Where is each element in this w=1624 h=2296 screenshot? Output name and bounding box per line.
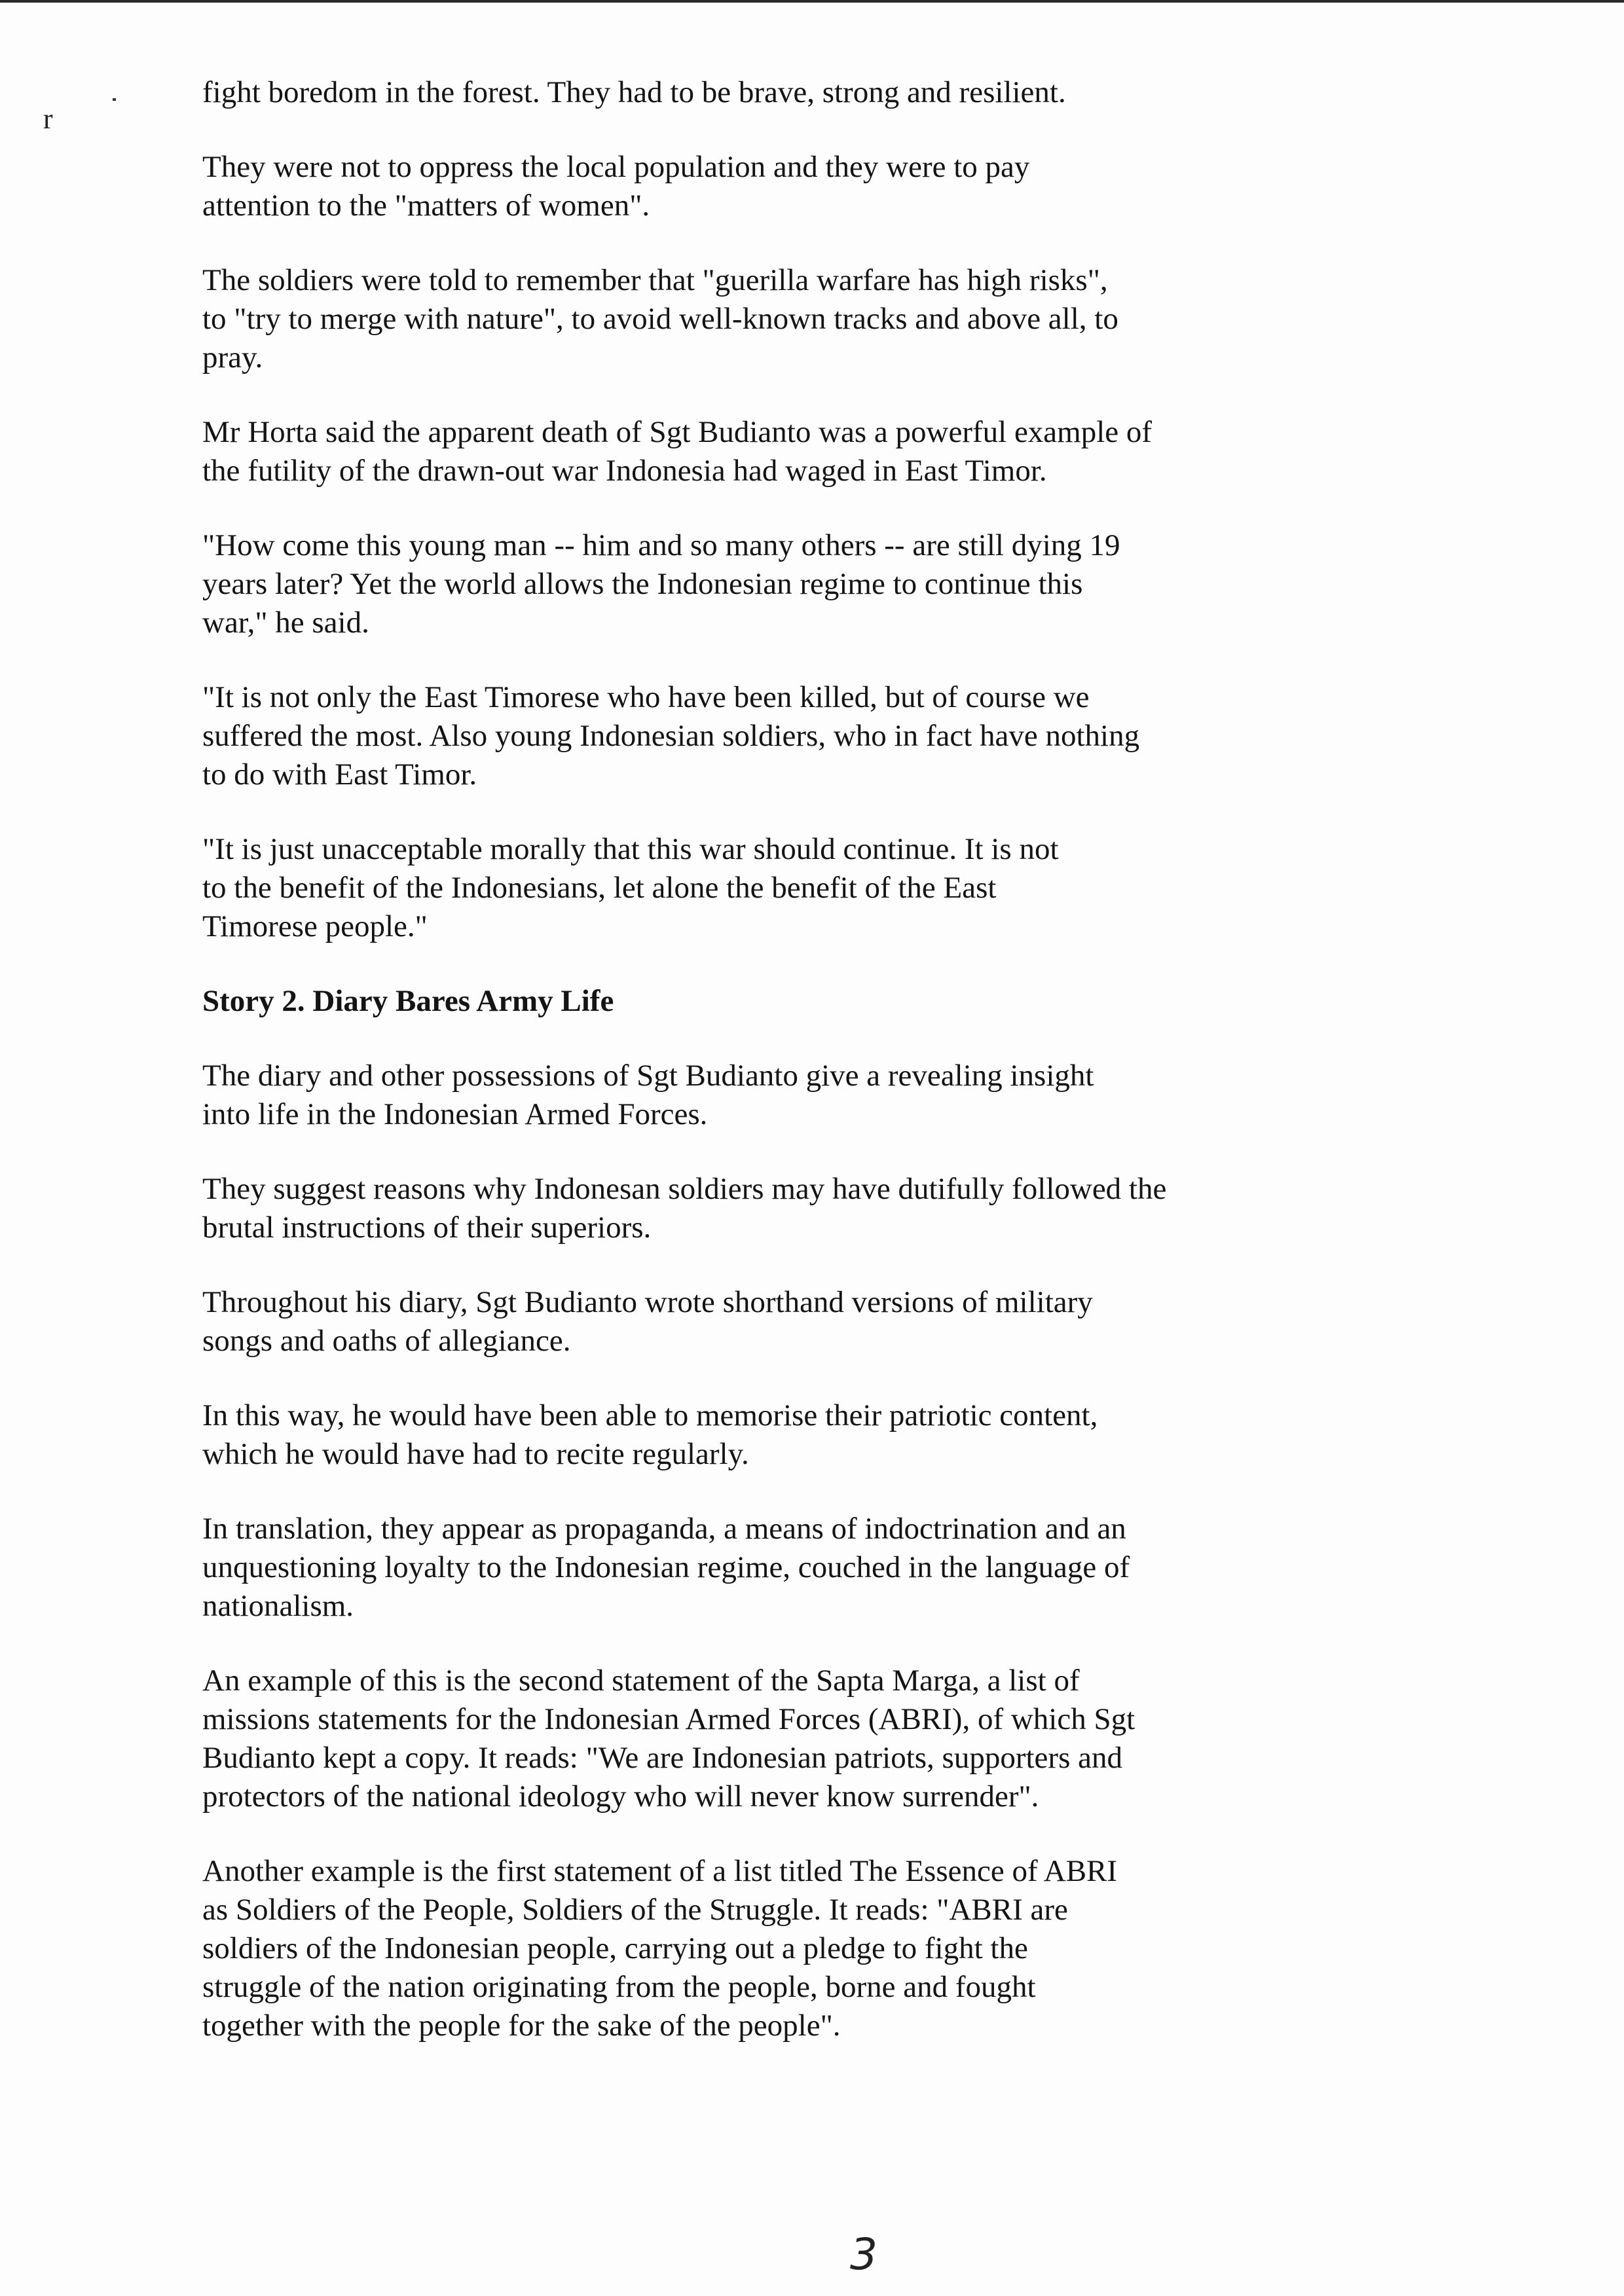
paragraph: Throughout his diary, Sgt Budianto wrote shorthand versions of military songs and oaths of allegiance.	[202, 1285, 1093, 1358]
scan-speck	[113, 98, 116, 101]
page-number: 3	[850, 2229, 877, 2280]
paragraph: Mr Horta said the apparent death of Sgt Budianto was a powerful example of the futility of the drawn-out war Indonesia had waged in East Timor.	[202, 415, 1153, 488]
paragraph: They were not to oppress the local population and they were to pay attention to the "matters of women".	[202, 150, 1030, 223]
paragraph: They suggest reasons why Indonesan soldiers may have dutifully followed the brutal instructions of their superiors.	[202, 1172, 1167, 1245]
paragraph: fight boredom in the forest. They had to be brave, strong and resilient.	[202, 75, 1066, 109]
section-heading: Story 2. Diary Bares Army Life	[202, 984, 614, 1018]
paragraph: "How come this young man -- him and so many others -- are still dying 19 years later? Yet the world allows the Indonesian regime to continue this war," he said.	[202, 528, 1120, 640]
scan-top-edge	[0, 0, 1624, 3]
paragraph: "It is not only the East Timorese who have been killed, but of course we suffered the most. Also young Indonesian soldiers, who in fact have nothing to do with East Timor.	[202, 680, 1140, 792]
paragraph: In this way, he would have been able to memorise their patriotic content, which he would have had to recite regularly.	[202, 1398, 1098, 1471]
paragraph: Another example is the first statement of a list titled The Essence of ABRI as Soldiers of the People, Soldiers of the Struggle. It reads: "ABRI are soldiers of the Indonesian people, carrying out a pledge to fight the struggle of the nation originating from the people, borne and fought together with the people for the sake of the people".	[202, 1854, 1118, 2043]
paragraph: The diary and other possessions of Sgt Budianto give a revealing insight into life in the Indonesian Armed Forces.	[202, 1059, 1094, 1131]
body-text	[202, 73, 1289, 2081]
paragraph: "It is just unacceptable morally that this war should continue. It is not to the benefit of the Indonesians, let alone the benefit of the East Timorese people."	[202, 832, 1059, 943]
margin-mark: r	[43, 103, 53, 135]
paragraph: An example of this is the second statement of the Sapta Marga, a list of missions statements for the Indonesian Armed Forces (ABRI), of which Sgt Budianto kept a copy. It reads: "We are Indonesian patriots, supporters and protectors of the national ideology who will never know surrender".	[202, 1664, 1135, 1813]
paragraph: In translation, they appear as propaganda, a means of indoctrination and an unquestioning loyalty to the Indonesian regime, couched in the language of nationalism.	[202, 1512, 1130, 1623]
paragraph: The soldiers were told to remember that "guerilla warfare has high risks", to "try to merge with nature", to avoid well-known tracks and above all, to pray.	[202, 263, 1118, 374]
